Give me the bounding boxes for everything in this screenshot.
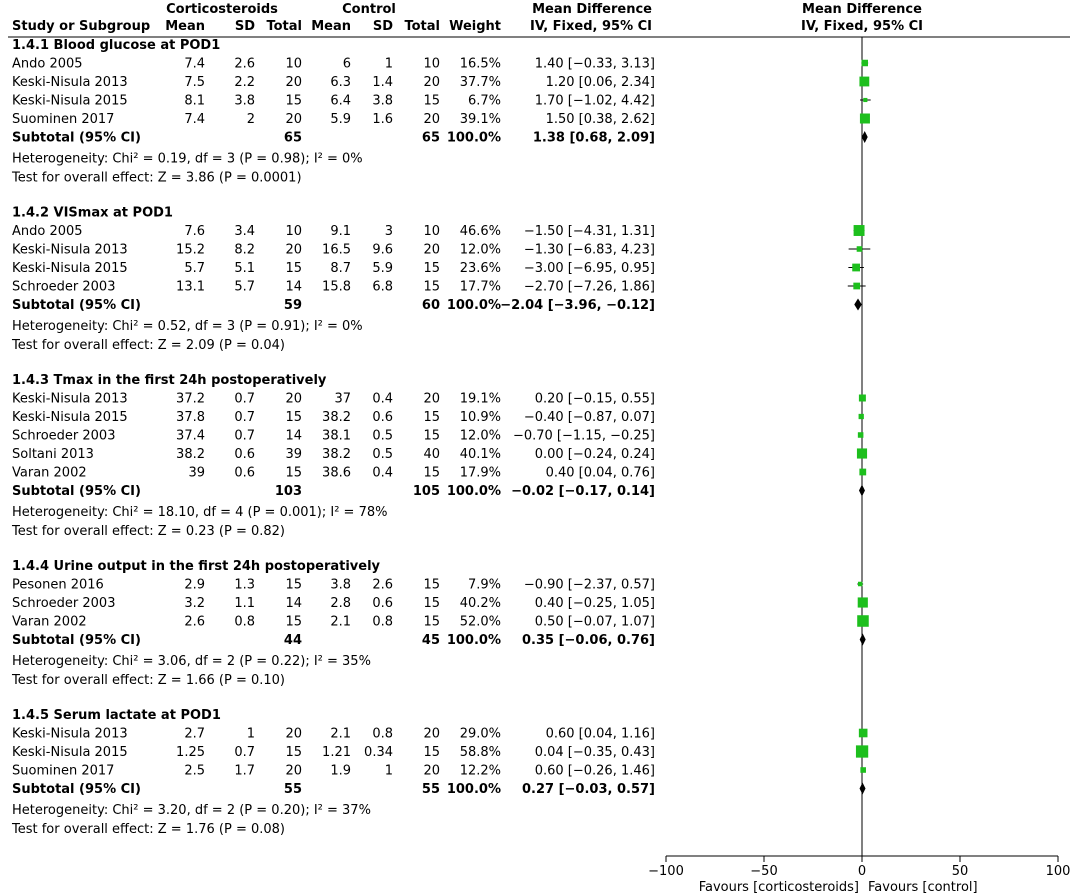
study-ci: 1.20 [0.06, 2.34] <box>545 75 655 90</box>
subtotal-label: Subtotal (95% CI) <box>12 130 141 146</box>
subgroup-title: 1.4.5 Serum lactate at POD1 <box>12 708 221 723</box>
study-name: Keski-Nisula 2015 <box>12 261 128 276</box>
study-name: Soltani 2013 <box>12 447 94 462</box>
study-total-2: 20 <box>423 112 440 127</box>
favours-left-label: Favours [corticosteroids] <box>698 880 859 895</box>
study-mean-1: 3.2 <box>184 596 205 611</box>
study-total-2: 15 <box>423 596 440 611</box>
study-sd-1: 1 <box>246 726 255 742</box>
study-sd-2: 5.9 <box>372 261 393 276</box>
overall-effect-text: Test for overall effect: Z = 1.76 (P = 0.08) <box>12 822 285 837</box>
study-ci: 1.50 [0.38, 2.62] <box>545 112 655 127</box>
subgroup-title: 1.4.4 Urine output in the first 24h postoperatively <box>12 559 381 574</box>
header-sd-2: SD <box>372 19 393 34</box>
study-ci: 0.40 [0.04, 0.76] <box>545 465 655 481</box>
subtotal-label: Subtotal (95% CI) <box>12 782 141 797</box>
subgroup-title: 1.4.3 Tmax in the first 24h postoperatively <box>12 373 327 388</box>
study-total-1: 14 <box>285 428 302 444</box>
study-name: Suominen 2017 <box>12 763 115 779</box>
study-weight: 37.7% <box>459 75 501 90</box>
header-md-top: Mean Difference <box>532 2 652 17</box>
heterogeneity-text: Heterogeneity: Chi² = 3.06, df = 2 (P = 0.22); I² = 35% <box>12 654 371 669</box>
heterogeneity-text: Heterogeneity: Chi² = 0.52, df = 3 (P = 0.91); I² = 0% <box>12 319 363 334</box>
study-weight: 19.1% <box>459 391 501 407</box>
study-total-1: 10 <box>285 56 302 72</box>
study-ci: −1.50 [−4.31, 1.31] <box>523 224 655 239</box>
study-name: Keski-Nisula 2015 <box>12 410 128 425</box>
subtotal-total-2: 105 <box>412 484 440 499</box>
study-mean-2: 2.1 <box>330 614 351 630</box>
study-total-2: 10 <box>423 56 440 72</box>
header-total-1: Total <box>266 19 302 34</box>
study-mean-1: 39 <box>188 465 205 481</box>
study-mean-2: 6 <box>342 56 351 72</box>
study-total-1: 20 <box>285 242 302 258</box>
study-square <box>858 432 864 438</box>
study-mean-1: 37.2 <box>176 391 205 407</box>
study-ci: −3.00 [−6.95, 0.95] <box>523 261 655 276</box>
header-total-2: Total <box>404 19 440 34</box>
study-sd-1: 0.6 <box>234 447 255 462</box>
study-total-1: 15 <box>285 577 302 593</box>
header-plot-method: IV, Fixed, 95% CI <box>800 19 924 34</box>
subtotal-ci: −0.02 [−0.17, 0.14] <box>511 484 655 499</box>
subtotal-total-1: 44 <box>283 633 302 648</box>
study-ci: 0.40 [−0.25, 1.05] <box>534 596 655 611</box>
study-total-1: 15 <box>285 745 302 760</box>
study-total-1: 15 <box>285 410 302 425</box>
study-mean-2: 2.1 <box>330 726 351 742</box>
header-plot-top: Mean Difference <box>802 2 922 17</box>
subtotal-total-2: 65 <box>421 130 440 146</box>
subgroup-title: 1.4.1 Blood glucose at POD1 <box>12 38 221 53</box>
study-sd-1: 1.3 <box>234 577 255 593</box>
subtotal-weight: 100.0% <box>446 484 501 499</box>
study-mean-1: 2.5 <box>184 763 205 779</box>
study-sd-2: 3.8 <box>372 93 393 109</box>
study-total-1: 39 <box>285 447 302 462</box>
subtotal-diamond <box>859 485 865 497</box>
study-weight: 17.9% <box>459 465 501 481</box>
study-weight: 39.1% <box>459 112 501 127</box>
study-ci: −1.30 [−6.83, 4.23] <box>523 242 655 258</box>
x-tick-label: 0 <box>857 864 867 879</box>
study-sd-1: 5.1 <box>234 261 255 276</box>
study-name: Keski-Nisula 2015 <box>12 745 128 760</box>
study-sd-2: 1 <box>384 763 393 779</box>
x-tick-label: −50 <box>750 864 778 879</box>
study-total-1: 10 <box>285 224 302 239</box>
study-weight: 16.5% <box>459 56 501 72</box>
study-square <box>854 225 865 236</box>
study-sd-1: 0.6 <box>234 465 255 481</box>
overall-effect-text: Test for overall effect: Z = 3.86 (P = 0.0001) <box>12 170 302 186</box>
header-study: Study or Subgroup <box>12 19 151 34</box>
study-ci: −2.70 [−7.26, 1.86] <box>523 279 655 295</box>
study-name: Varan 2002 <box>12 465 87 481</box>
study-total-2: 20 <box>423 75 440 90</box>
study-name: Schroeder 2003 <box>12 428 116 444</box>
heterogeneity-text: Heterogeneity: Chi² = 3.20, df = 2 (P = 0.20); I² = 37% <box>12 803 371 818</box>
subtotal-diamond <box>860 634 866 646</box>
subtotal-diamond <box>854 299 862 311</box>
study-sd-2: 6.8 <box>372 279 393 295</box>
study-mean-1: 2.6 <box>184 614 205 630</box>
study-weight: 58.8% <box>459 745 501 760</box>
study-total-1: 15 <box>285 261 302 276</box>
study-weight: 7.9% <box>467 577 501 593</box>
study-ci: 0.04 [−0.35, 0.43] <box>534 745 655 760</box>
study-mean-1: 7.5 <box>184 75 205 90</box>
study-total-1: 14 <box>285 596 302 611</box>
study-mean-2: 5.9 <box>330 112 351 127</box>
study-name: Keski-Nisula 2013 <box>12 242 128 258</box>
header-mean-1: Mean <box>165 19 205 34</box>
study-mean-1: 13.1 <box>176 279 205 295</box>
study-ci: −0.40 [−0.87, 0.07] <box>523 410 655 425</box>
subtotal-ci: 1.38 [0.68, 2.09] <box>532 130 655 146</box>
subtotal-weight: 100.0% <box>446 782 501 797</box>
study-total-2: 20 <box>423 726 440 742</box>
study-ci: −0.70 [−1.15, −0.25] <box>512 428 655 444</box>
subtotal-weight: 100.0% <box>446 298 501 313</box>
study-sd-2: 1.4 <box>372 75 393 90</box>
study-total-1: 20 <box>285 391 302 407</box>
study-sd-1: 0.7 <box>234 428 255 444</box>
study-sd-1: 2 <box>246 112 255 127</box>
study-mean-1: 1.25 <box>176 745 205 760</box>
study-mean-1: 7.4 <box>184 56 205 72</box>
study-weight: 40.2% <box>459 596 501 611</box>
subtotal-label: Subtotal (95% CI) <box>12 484 141 499</box>
favours-right-label: Favours [control] <box>868 880 978 895</box>
subtotal-label: Subtotal (95% CI) <box>12 633 141 648</box>
study-mean-2: 3.8 <box>330 577 351 593</box>
study-mean-2: 38.1 <box>322 428 351 444</box>
study-name: Keski-Nisula 2013 <box>12 75 128 90</box>
study-sd-2: 9.6 <box>372 242 393 258</box>
subtotal-total-1: 59 <box>283 298 302 313</box>
subtotal-total-1: 55 <box>283 782 302 797</box>
study-square <box>856 745 868 757</box>
study-total-1: 20 <box>285 112 302 127</box>
study-square <box>859 395 866 402</box>
header-md-method: IV, Fixed, 95% CI <box>529 19 652 34</box>
study-mean-2: 2.8 <box>330 596 351 611</box>
study-mean-1: 38.2 <box>176 447 205 462</box>
study-sd-1: 0.7 <box>234 391 255 407</box>
study-ci: 0.50 [−0.07, 1.07] <box>534 614 655 630</box>
study-ci: 0.60 [−0.26, 1.46] <box>534 763 655 779</box>
study-total-2: 15 <box>423 93 440 109</box>
study-square <box>857 615 869 627</box>
study-sd-1: 3.8 <box>234 93 255 109</box>
study-mean-2: 6.4 <box>330 93 351 109</box>
study-mean-1: 37.4 <box>176 428 205 444</box>
study-sd-1: 1.7 <box>234 763 255 779</box>
header-weight: Weight <box>449 19 501 34</box>
study-sd-2: 1 <box>384 56 393 72</box>
study-ci: 0.00 [−0.24, 0.24] <box>534 447 655 462</box>
study-mean-2: 9.1 <box>330 224 351 239</box>
study-total-1: 15 <box>285 93 302 109</box>
study-mean-1: 15.2 <box>176 242 205 258</box>
study-square <box>857 448 867 458</box>
heterogeneity-text: Heterogeneity: Chi² = 0.19, df = 3 (P = 0.98); I² = 0% <box>12 151 363 167</box>
study-name: Schroeder 2003 <box>12 596 116 611</box>
study-mean-2: 1.21 <box>322 745 351 760</box>
study-ci: 0.60 [0.04, 1.16] <box>545 726 655 742</box>
x-axis <box>648 856 1070 895</box>
study-mean-2: 38.2 <box>322 447 351 462</box>
study-total-2: 20 <box>423 763 440 779</box>
study-name: Pesonen 2016 <box>12 577 104 593</box>
study-weight: 29.0% <box>459 726 501 742</box>
study-sd-1: 1.1 <box>234 596 255 611</box>
study-total-2: 15 <box>423 745 440 760</box>
x-tick-label: −100 <box>648 864 684 879</box>
study-total-1: 15 <box>285 614 302 630</box>
study-ci: −0.90 [−2.37, 0.57] <box>523 577 655 593</box>
study-sd-2: 0.5 <box>372 428 393 444</box>
study-square <box>858 582 862 586</box>
study-mean-2: 15.8 <box>322 279 351 295</box>
study-total-1: 15 <box>285 465 302 481</box>
study-sd-1: 3.4 <box>234 224 255 239</box>
study-name: Keski-Nisula 2015 <box>12 93 128 109</box>
study-mean-2: 8.7 <box>330 261 351 276</box>
study-sd-2: 0.4 <box>372 465 393 481</box>
study-sd-2: 1.6 <box>372 112 393 127</box>
study-mean-1: 7.4 <box>184 112 205 127</box>
study-sd-2: 3 <box>384 224 393 239</box>
study-weight: 12.0% <box>459 242 501 258</box>
study-sd-1: 8.2 <box>234 242 255 258</box>
subtotal-total-1: 65 <box>283 130 302 146</box>
study-sd-2: 0.6 <box>372 410 393 425</box>
study-mean-1: 37.8 <box>176 410 205 425</box>
subtotal-total-2: 55 <box>421 782 440 797</box>
study-mean-1: 8.1 <box>184 93 205 109</box>
study-sd-1: 0.7 <box>234 410 255 425</box>
study-square <box>860 767 866 773</box>
header-group2: Control <box>342 2 396 17</box>
study-sd-2: 0.34 <box>364 745 393 760</box>
subtotal-weight: 100.0% <box>446 633 501 648</box>
overall-effect-text: Test for overall effect: Z = 1.66 (P = 0.10) <box>12 673 285 688</box>
study-square <box>860 113 870 123</box>
study-sd-1: 0.7 <box>234 745 255 760</box>
study-total-2: 15 <box>423 614 440 630</box>
column-header <box>12 2 923 34</box>
study-total-1: 20 <box>285 75 302 90</box>
study-sd-2: 0.6 <box>372 596 393 611</box>
study-name: Ando 2005 <box>12 224 83 239</box>
study-total-2: 20 <box>423 391 440 407</box>
study-mean-2: 38.6 <box>322 465 351 481</box>
study-mean-1: 7.6 <box>184 224 205 239</box>
study-weight: 17.7% <box>459 279 501 295</box>
overall-effect-text: Test for overall effect: Z = 2.09 (P = 0.04) <box>12 338 285 353</box>
study-square <box>858 597 868 607</box>
study-name: Keski-Nisula 2013 <box>12 391 128 407</box>
study-ci: 1.40 [−0.33, 3.13] <box>534 56 655 72</box>
subtotal-ci: −2.04 [−3.96, −0.12] <box>500 298 655 313</box>
study-square <box>861 60 867 66</box>
study-mean-1: 2.7 <box>184 726 205 742</box>
study-name: Suominen 2017 <box>12 112 115 127</box>
study-weight: 10.9% <box>459 410 501 425</box>
study-square <box>859 729 868 738</box>
study-mean-2: 16.5 <box>322 242 351 258</box>
study-square <box>857 246 863 252</box>
subtotal-ci: 0.27 [−0.03, 0.57] <box>522 782 655 797</box>
study-name: Schroeder 2003 <box>12 279 116 295</box>
study-weight: 6.7% <box>467 93 501 109</box>
study-sd-1: 2.2 <box>234 75 255 90</box>
study-sd-2: 0.4 <box>372 391 393 407</box>
study-total-2: 15 <box>423 279 440 295</box>
subtotal-total-2: 45 <box>421 633 440 648</box>
forest-rows <box>11 38 871 837</box>
study-weight: 46.6% <box>459 224 501 239</box>
subtotal-diamond <box>860 783 866 795</box>
study-weight: 12.0% <box>459 428 501 444</box>
study-mean-2: 1.9 <box>330 763 351 779</box>
study-ci: 0.20 [−0.15, 0.55] <box>534 391 655 407</box>
study-square <box>852 264 860 272</box>
study-total-2: 15 <box>423 577 440 593</box>
study-weight: 23.6% <box>459 261 501 276</box>
subtotal-diamond <box>862 131 868 143</box>
header-mean-2: Mean <box>311 19 351 34</box>
header-group1: Corticosteroids <box>166 2 278 17</box>
study-name: Varan 2002 <box>12 614 87 630</box>
study-square <box>859 469 866 476</box>
study-sd-2: 0.8 <box>372 726 393 742</box>
study-total-2: 10 <box>423 224 440 239</box>
study-name: Keski-Nisula 2013 <box>12 726 128 742</box>
study-mean-2: 37 <box>334 391 351 407</box>
study-mean-2: 38.2 <box>322 410 351 425</box>
study-total-2: 15 <box>423 261 440 276</box>
subtotal-total-2: 60 <box>421 298 440 313</box>
study-sd-2: 0.8 <box>372 614 393 630</box>
header-sd-1: SD <box>234 19 255 34</box>
subgroup-title: 1.4.2 VISmax at POD1 <box>12 205 173 221</box>
overall-effect-text: Test for overall effect: Z = 0.23 (P = 0.82) <box>12 524 285 539</box>
study-square <box>859 414 864 419</box>
study-mean-1: 2.9 <box>184 577 205 593</box>
study-sd-2: 2.6 <box>372 577 393 593</box>
x-tick-label: 50 <box>951 864 969 879</box>
study-sd-1: 2.6 <box>234 56 255 72</box>
study-total-1: 14 <box>285 279 302 295</box>
study-square <box>863 98 867 102</box>
study-sd-1: 0.8 <box>234 614 255 630</box>
study-ci: 1.70 [−1.02, 4.42] <box>534 93 655 109</box>
subtotal-weight: 100.0% <box>446 130 501 146</box>
study-weight: 52.0% <box>459 614 501 630</box>
x-tick-label: 100 <box>1045 864 1071 879</box>
subtotal-label: Subtotal (95% CI) <box>12 298 141 313</box>
study-total-2: 15 <box>423 410 440 425</box>
study-total-1: 20 <box>285 763 302 779</box>
study-total-2: 40 <box>423 447 440 462</box>
study-total-2: 20 <box>423 242 440 258</box>
subtotal-ci: 0.35 [−0.06, 0.76] <box>522 633 655 648</box>
study-total-2: 15 <box>423 428 440 444</box>
subtotal-total-1: 103 <box>274 484 302 499</box>
study-sd-2: 0.5 <box>372 447 393 462</box>
study-sd-1: 5.7 <box>234 279 255 295</box>
study-weight: 40.1% <box>459 447 501 462</box>
study-name: Ando 2005 <box>12 56 83 72</box>
study-square <box>853 283 860 290</box>
study-weight: 12.2% <box>459 763 501 779</box>
study-mean-2: 6.3 <box>330 75 351 90</box>
study-square <box>859 77 869 87</box>
study-mean-1: 5.7 <box>184 261 205 276</box>
study-total-2: 15 <box>423 465 440 481</box>
heterogeneity-text: Heterogeneity: Chi² = 18.10, df = 4 (P = 0.001); I² = 78% <box>12 505 388 520</box>
study-total-1: 20 <box>285 726 302 742</box>
